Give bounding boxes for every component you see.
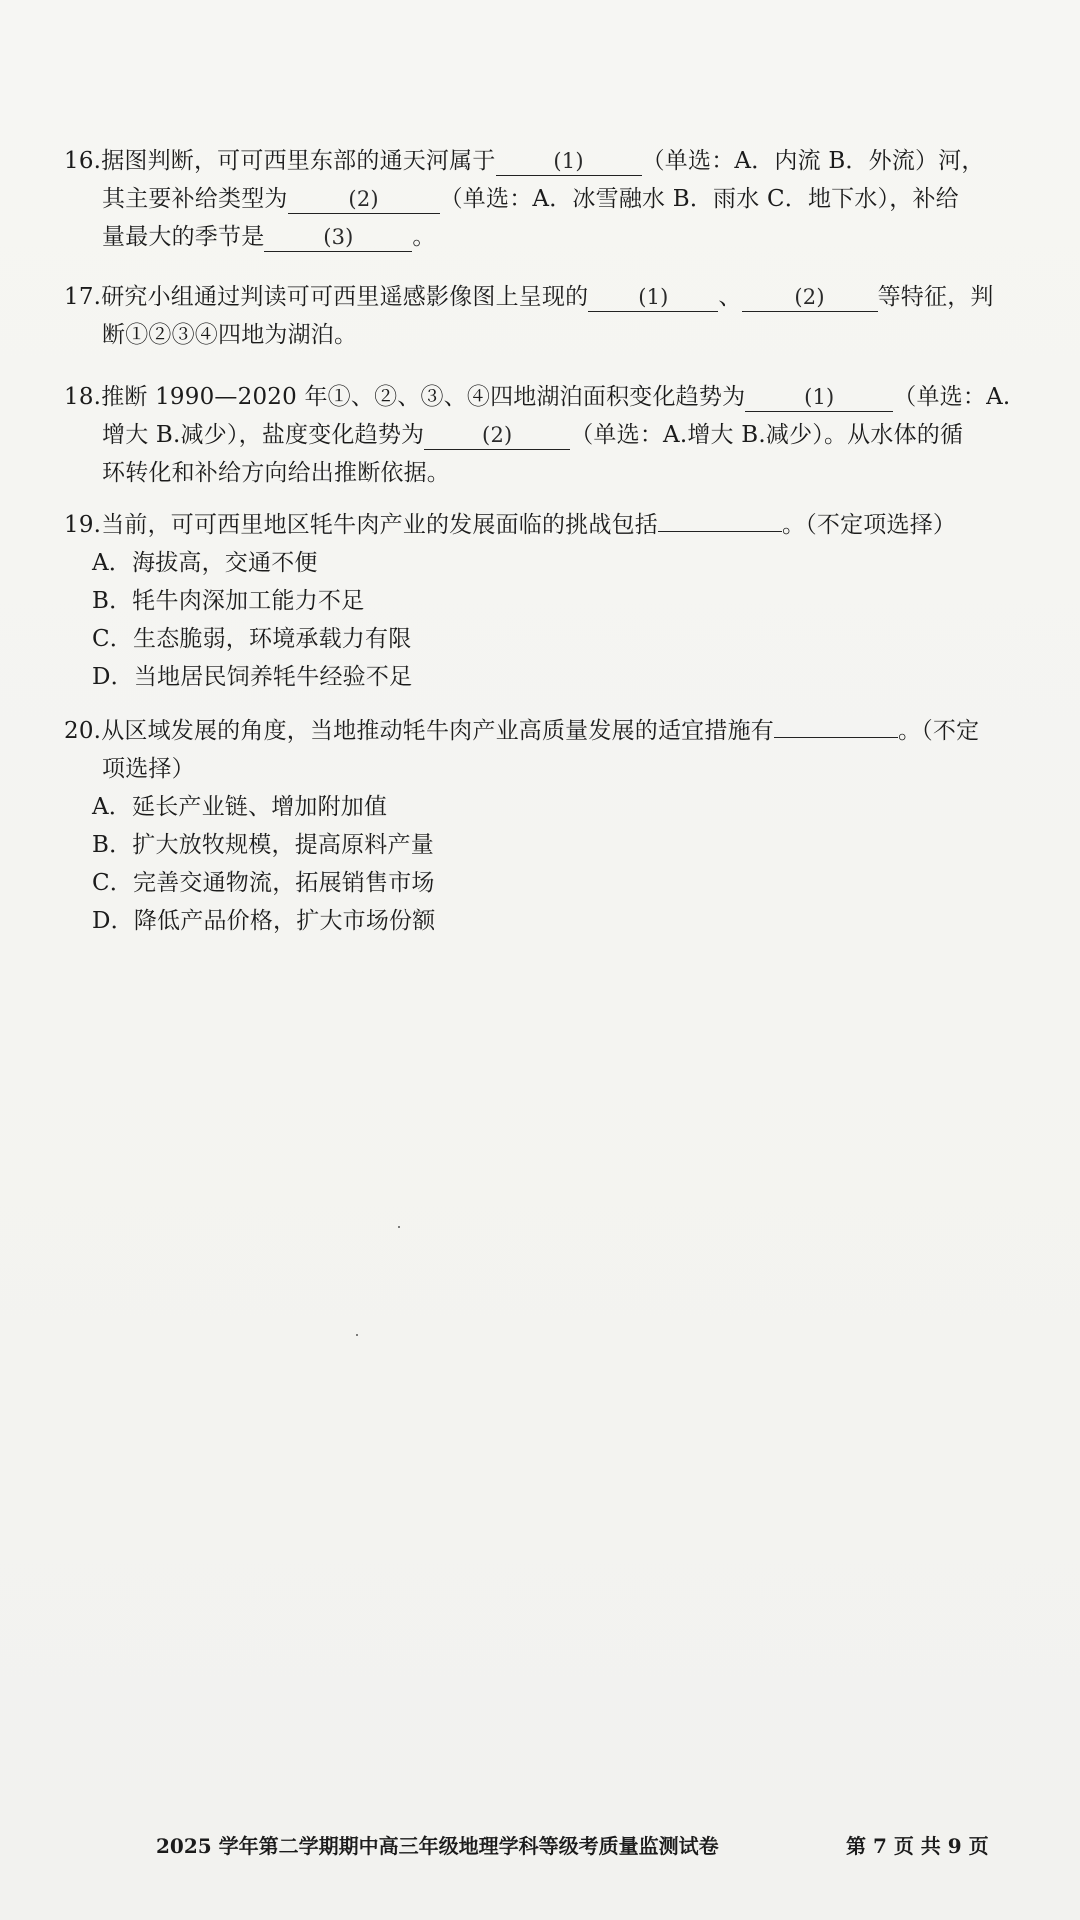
q19-line-1 [64, 506, 1044, 544]
print-speck [398, 1226, 400, 1228]
q18-blank-1[interactable]: (1) [745, 383, 893, 412]
q20-option-d[interactable]: D．降低产品价格，扩大市场份额 [92, 908, 436, 934]
q18-text-a: 推断 1990—2020 年①、②、③、④四地湖泊面积变化趋势为 [101, 384, 746, 410]
question-19 [64, 506, 1044, 696]
q19-text-b: 。（不定项选择） [782, 512, 957, 538]
q16-blank-2[interactable]: (2) [288, 185, 440, 214]
q17-number: 17. [64, 284, 102, 310]
q19-option-d[interactable]: D．当地居民饲养牦牛经验不足 [92, 664, 413, 690]
q16-text-e: 量最大的季节是 [102, 224, 265, 250]
q17-separator: 、 [718, 284, 742, 310]
q16-text-c: 其主要补给类型为 [102, 186, 288, 212]
q18-line-1 [64, 378, 1044, 416]
question-20 [64, 712, 1044, 940]
q17-line-2 [64, 316, 1044, 354]
q19-option-b[interactable]: B．牦牛肉深加工能力不足 [92, 588, 365, 614]
question-16 [64, 142, 1044, 256]
q17-blank-1[interactable]: (1) [588, 283, 718, 312]
q18-line-2 [64, 416, 1044, 454]
q17-text-a: 研究小组通过判读可可西里遥感影像图上呈现的 [101, 284, 589, 310]
q16-line-1 [64, 142, 1044, 180]
q19-option-c[interactable]: C．生态脆弱，环境承载力有限 [92, 626, 412, 652]
question-18 [64, 378, 1044, 492]
q16-line-3 [64, 218, 1044, 256]
q16-text-d: （单选：A．冰雪融水 B．雨水 C．地下水），补给 [439, 186, 959, 212]
q16-blank-1[interactable]: (1) [496, 147, 642, 176]
q17-blank-2[interactable]: (2) [742, 283, 878, 312]
question-17 [64, 278, 1044, 354]
q20-line-2 [64, 750, 1044, 788]
q16-blank-3[interactable]: (3) [264, 223, 412, 252]
q16-text-b: （单选：A．内流 B．外流）河， [641, 148, 985, 174]
q18-text-e: 环转化和补给方向给出推断依据。 [102, 460, 450, 486]
q20-number: 20. [64, 718, 102, 744]
q20-blank[interactable] [774, 737, 898, 738]
q20-text-c: 项选择） [102, 756, 195, 782]
q19-number: 19. [64, 512, 102, 538]
q18-text-b: （单选：A. [893, 384, 1011, 410]
q17-text-b: 等特征，判 [877, 284, 994, 310]
print-speck [356, 1334, 358, 1336]
q16-line-2 [64, 180, 1044, 218]
q20-option-a[interactable]: A．延长产业链、增加附加值 [92, 794, 388, 820]
q17-text-c: 断①②③④四地为湖泊。 [102, 322, 358, 348]
q19-blank[interactable] [658, 531, 782, 532]
q17-line-1 [64, 278, 1044, 316]
footer-exam-title: 2025 学年第二学期期中高三年级地理学科等级考质量监测试卷 [156, 1834, 719, 1858]
q18-blank-2[interactable]: (2) [424, 421, 570, 450]
q19-option-a[interactable]: A．海拔高，交通不便 [92, 550, 318, 576]
q18-line-3 [64, 454, 1044, 492]
q19-text-a: 当前，可可西里地区牦牛肉产业的发展面临的挑战包括 [101, 512, 658, 538]
q18-text-c: 增大 B.减少），盐度变化趋势为 [102, 422, 425, 448]
q20-option-c[interactable]: C．完善交通物流，拓展销售市场 [92, 870, 435, 896]
q20-line-1 [64, 712, 1044, 750]
q16-text-a: 据图判断，可可西里东部的通天河属于 [101, 148, 496, 174]
q16-text-f: 。 [412, 224, 436, 250]
q18-text-d: （单选：A.增大 B.减少）。从水体的循 [570, 422, 964, 448]
q20-text-a: 从区域发展的角度，当地推动牦牛肉产业高质量发展的适宜措施有 [101, 718, 774, 744]
q20-text-b: 。（不定 [898, 718, 980, 744]
footer-page-number: 第 7 页 共 9 页 [846, 1834, 989, 1858]
q20-option-b[interactable]: B．扩大放牧规模，提高原料产量 [92, 832, 434, 858]
q18-number: 18. [64, 384, 102, 410]
q16-number: 16. [64, 148, 102, 174]
